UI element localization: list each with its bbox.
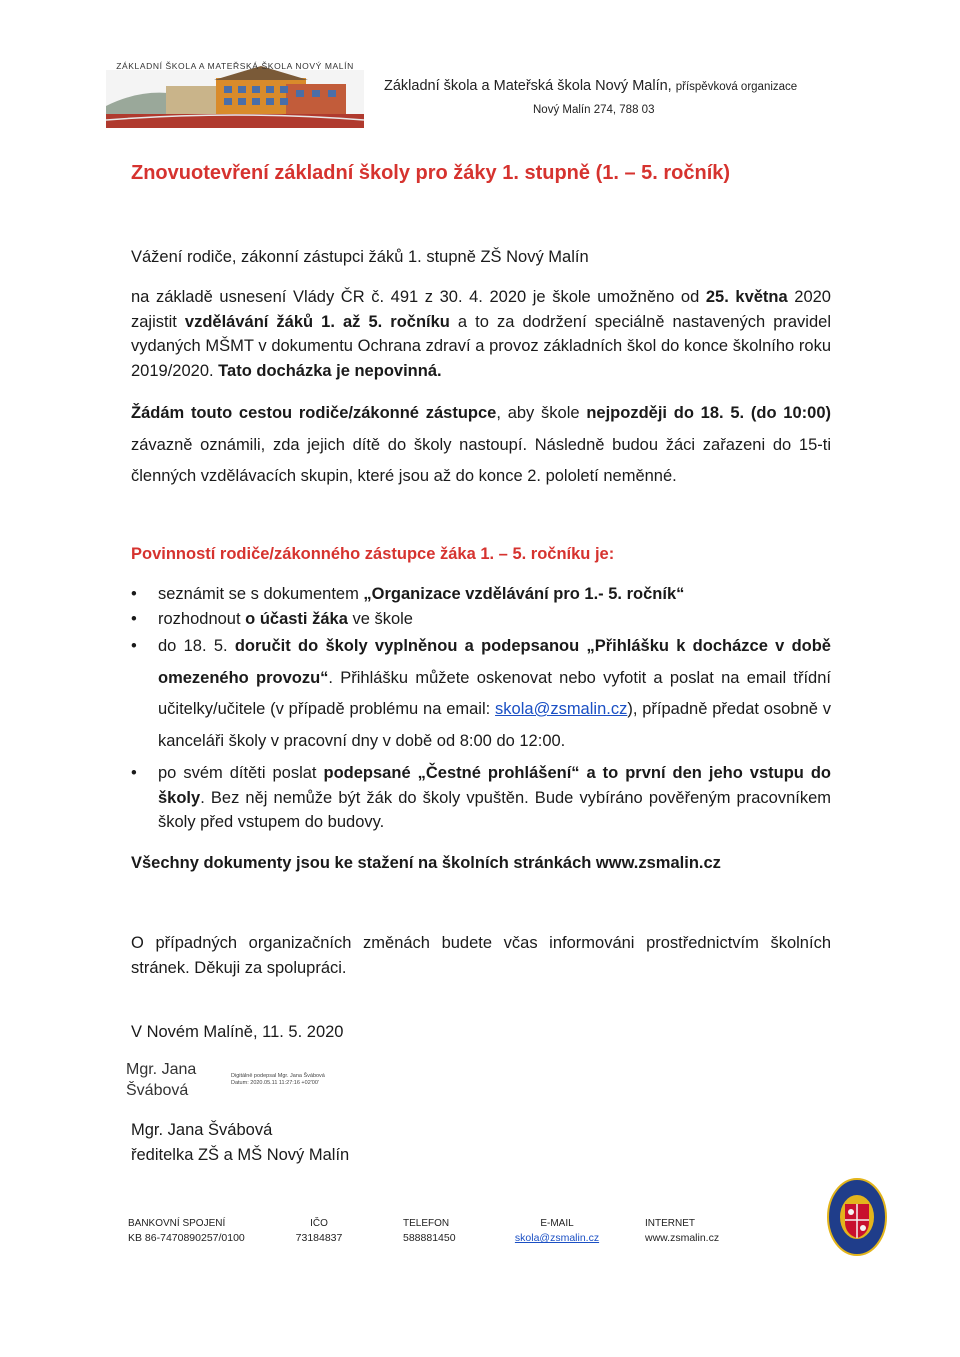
list-item: • do 18. 5. doručit do školy vyplněnou a podepsanou „Přihlášku k docházce v době omezeného provozu“. Přihlášku můžete oskenovat nebo vyfotit a poslat na email třídní učitelky/učitele (v případě problému na email: skola@zsmalin.cz), případně předat osobně v kanceláři školy v pracovní dny v době od 8:00 do 12:00. — [131, 631, 831, 757]
page-title: Znovuotevření základní školy pro žáky 1. stupně (1. – 5. ročník) — [131, 162, 731, 184]
logo-caption: ZÁKLADNÍ ŠKOLA A MATEŘSKÁ ŠKOLA NOVÝ MALÍN — [116, 61, 354, 71]
list-item: • seznámit se s dokumentem „Organizace vzdělávání pro 1.- 5. ročník“ — [131, 582, 831, 607]
salutation: Vážení rodiče, zákonní zástupci žáků 1. stupně ZŠ Nový Malín — [131, 248, 589, 266]
footer-ico: IČO 73184837 — [295, 1218, 343, 1244]
place-and-date: V Novém Malíně, 11. 5. 2020 — [131, 1023, 344, 1041]
footer-bank: BANKOVNÍ SPOJENÍ KB 86-7470890257/0100 — [128, 1218, 245, 1244]
paragraph-announcement: na základě usnesení Vlády ČR č. 491 z 30. 4. 2020 je škole umožněno od 25. května 2020 zajistit vzdělávání žáků 1. až 5. ročníku a to za dodržení speciálně nastavených pravidel vydaných MŠMT v dokumentu Ochrana zdraví a provoz základních škol do konce školního roku 2019/2020. Tato docházka je nepovinná. — [131, 288, 831, 380]
duties-list — [131, 582, 831, 835]
footer-phone: TELEFON 588881450 — [403, 1218, 456, 1244]
email-link[interactable]: skola@zsmalin.cz — [495, 700, 628, 718]
organization-address: Nový Malín 274, 788 03 — [533, 104, 655, 116]
footer-email-link[interactable]: skola@zsmalin.cz — [514, 1232, 600, 1244]
list-item: • rozhodnout o účasti žáka ve škole — [131, 607, 831, 632]
paragraph-request: Žádám touto cestou rodiče/zákonné zástupce, aby škole nejpozději do 18. 5. (do 10:00) závazně oznámili, zda jejich dítě do školy nastoupí. Následně budou žáci zařazeni do 15-ti členných vzdělávacích skupin, které jsou až do konce 2. pololetí neměnné. — [131, 404, 832, 485]
signer-name: Mgr. Jana Švábová — [131, 1121, 273, 1139]
digital-signature-name: Mgr. Jana Švábová — [126, 1061, 197, 1099]
organization-name: Základní škola a Mateřská škola Nový Malín, příspěvková organizace — [384, 78, 798, 94]
duties-heading: Povinností rodiče/zákonného zástupce žáka 1. – 5. ročníku je: — [131, 545, 615, 563]
digital-signature-details: Digitálně podepsal Mgr. Jana Švábová Datum: 2020.05.11 11:27:16 +02'00' — [231, 1073, 325, 1086]
footer-website: INTERNET www.zsmalin.cz — [645, 1218, 720, 1244]
paragraph-closing: O případných organizačních změnách budete včas informováni prostřednictvím školních stránek. Děkuji za spolupráci. — [131, 934, 831, 977]
signer-block — [131, 1118, 831, 1167]
school-seal-icon — [826, 1177, 888, 1257]
signer-role: ředitelka ZŠ a MŠ Nový Malín — [131, 1145, 350, 1164]
footer-email: E-MAIL skola@zsmalin.cz — [514, 1218, 600, 1244]
documents-note: Všechny dokumenty jsou ke stažení na školních stránkách www.zsmalin.cz — [131, 854, 721, 872]
list-item: • po svém dítěti poslat podepsané „Čestné prohlášení“ a to první den jeho vstupu do školy. Bez něj nemůže být žák do školy vpuštěn. Bude vybíráno pověřeným pracovníkem školy před vstupem do budovy. — [131, 761, 831, 835]
